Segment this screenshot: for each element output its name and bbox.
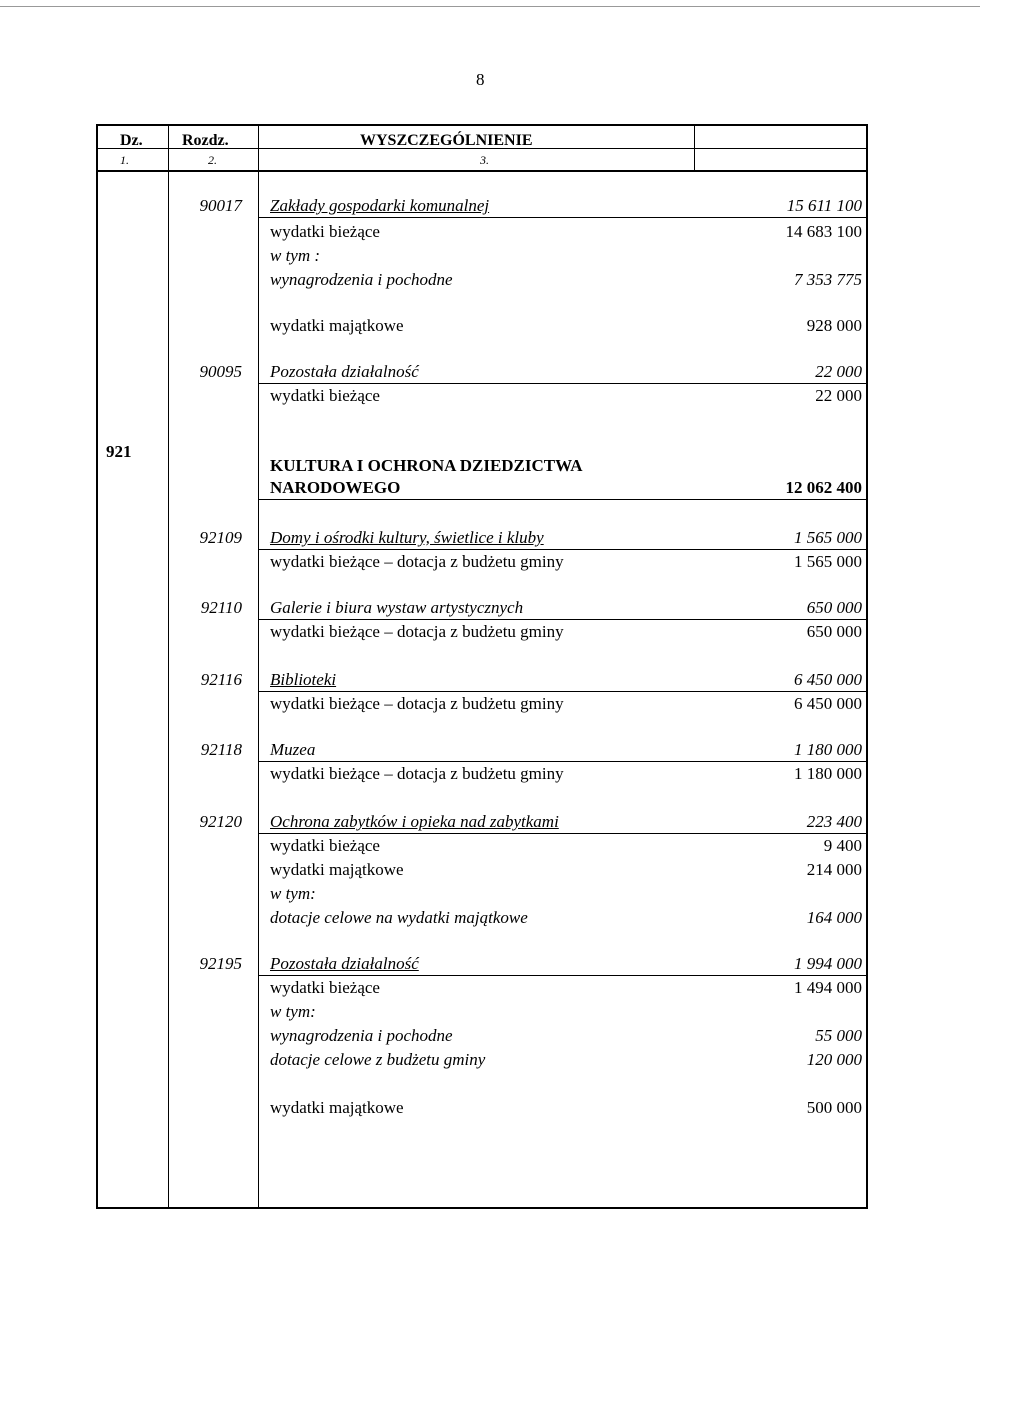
- section-title: Galerie i biura wystaw artystycznych: [270, 598, 524, 617]
- row-rule: [258, 691, 866, 692]
- section-amount: 1 565 000: [794, 528, 862, 547]
- line-amount: 14 683 100: [785, 222, 862, 241]
- line-amount: 55 000: [815, 1026, 862, 1045]
- row-rule: [258, 761, 866, 762]
- section-title: Zakłady gospodarki komunalnej: [270, 196, 490, 215]
- line-desc: wydatki bieżące: [270, 836, 380, 855]
- line-amount: 164 000: [806, 908, 862, 927]
- division-amount: 12 062 400: [785, 478, 862, 497]
- section-amount: 650 000: [806, 598, 862, 617]
- line-amount: 650 000: [806, 622, 862, 641]
- line-amount: 500 000: [806, 1098, 862, 1117]
- line-desc: wydatki bieżące – dotacja z budżetu gminy: [270, 552, 564, 571]
- header-dz: Dz.: [120, 132, 143, 149]
- top-rule: [0, 6, 980, 7]
- line-desc: wynagrodzenia i pochodne: [270, 1026, 453, 1045]
- line-desc: wydatki bieżące: [270, 978, 380, 997]
- row-rule: [258, 499, 866, 500]
- line-amount: 22 000: [815, 386, 862, 405]
- header-bottom: [98, 170, 866, 172]
- line-desc: wydatki bieżące: [270, 222, 380, 241]
- section-title: Pozostała działalność: [270, 362, 419, 381]
- section-title: Muzea: [270, 740, 316, 759]
- section-title: Ochrona zabytków i opieka nad zabytkami: [270, 812, 559, 831]
- line-desc: wydatki bieżące – dotacja z budżetu gminy: [270, 622, 564, 641]
- line-desc: dotacje celowe na wydatki majątkowe: [270, 908, 528, 927]
- line-desc: wydatki majątkowe: [270, 316, 404, 335]
- section-title: Domy i ośrodki kultury, świetlice i kluby: [270, 528, 544, 547]
- section-code: 90095: [199, 362, 242, 381]
- line-desc: w tym :: [270, 246, 321, 265]
- line-desc: wydatki majątkowe: [270, 860, 404, 879]
- row-rule: [258, 975, 866, 976]
- header-num-2: 2.: [208, 153, 217, 167]
- section-code: 92110: [200, 598, 242, 617]
- header-rozdz: Rozdz.: [182, 132, 229, 149]
- line-amount: 1 494 000: [794, 978, 862, 997]
- row-rule: [258, 619, 866, 620]
- row-rule: [258, 383, 866, 384]
- row-rule: [258, 833, 866, 834]
- section-code: 92195: [199, 954, 242, 973]
- header-wyszczegolnienie: WYSZCZEGÓLNIENIE: [360, 132, 533, 149]
- line-amount: 7 353 775: [794, 270, 862, 289]
- line-amount: 214 000: [806, 860, 862, 879]
- section-code: 92118: [200, 740, 242, 759]
- division-title-line2: NARODOWEGO: [270, 478, 401, 497]
- line-amount: 6 450 000: [794, 694, 862, 713]
- col-divider-rozdz: [258, 126, 259, 1207]
- section-amount: 1 994 000: [794, 954, 862, 973]
- line-desc: wydatki bieżące – dotacja z budżetu gminy: [270, 764, 564, 783]
- section-code: 92109: [199, 528, 242, 547]
- section-code: 92120: [199, 812, 242, 831]
- line-amount: 1 180 000: [794, 764, 862, 783]
- line-amount: 120 000: [806, 1050, 862, 1069]
- division-title: KULTURA I OCHRONA DZIEDZICTWA: [270, 456, 583, 475]
- section-code: 90017: [199, 196, 242, 215]
- section-amount: 22 000: [815, 362, 862, 381]
- header-num-1: 1.: [120, 153, 129, 167]
- section-amount: 223 400: [806, 812, 862, 831]
- line-amount: 9 400: [823, 836, 862, 855]
- line-desc: wydatki bieżące: [270, 386, 380, 405]
- row-rule: [258, 217, 866, 218]
- section-title: Biblioteki: [270, 670, 337, 689]
- section-code: 92116: [200, 670, 242, 689]
- line-desc: dotacje celowe z budżetu gminy: [270, 1050, 486, 1069]
- line-desc: w tym:: [270, 1002, 316, 1021]
- section-amount: 1 180 000: [794, 740, 862, 759]
- page-number: 8: [476, 70, 485, 89]
- section-amount: 15 611 100: [786, 196, 862, 215]
- line-amount: 928 000: [806, 316, 862, 335]
- line-desc: w tym:: [270, 884, 316, 903]
- line-amount: 1 565 000: [794, 552, 862, 571]
- dz-code: 921: [106, 442, 132, 461]
- line-desc: wynagrodzenia i pochodne: [270, 270, 453, 289]
- row-rule: [258, 549, 866, 550]
- section-title: Pozostała działalność: [270, 954, 419, 973]
- line-desc: wydatki majątkowe: [270, 1098, 404, 1117]
- budget-table: [96, 124, 868, 1209]
- section-amount: 6 450 000: [794, 670, 862, 689]
- header-num-3: 3.: [480, 153, 489, 167]
- line-desc: wydatki bieżące – dotacja z budżetu gminy: [270, 694, 564, 713]
- col-divider-dz: [168, 126, 169, 1207]
